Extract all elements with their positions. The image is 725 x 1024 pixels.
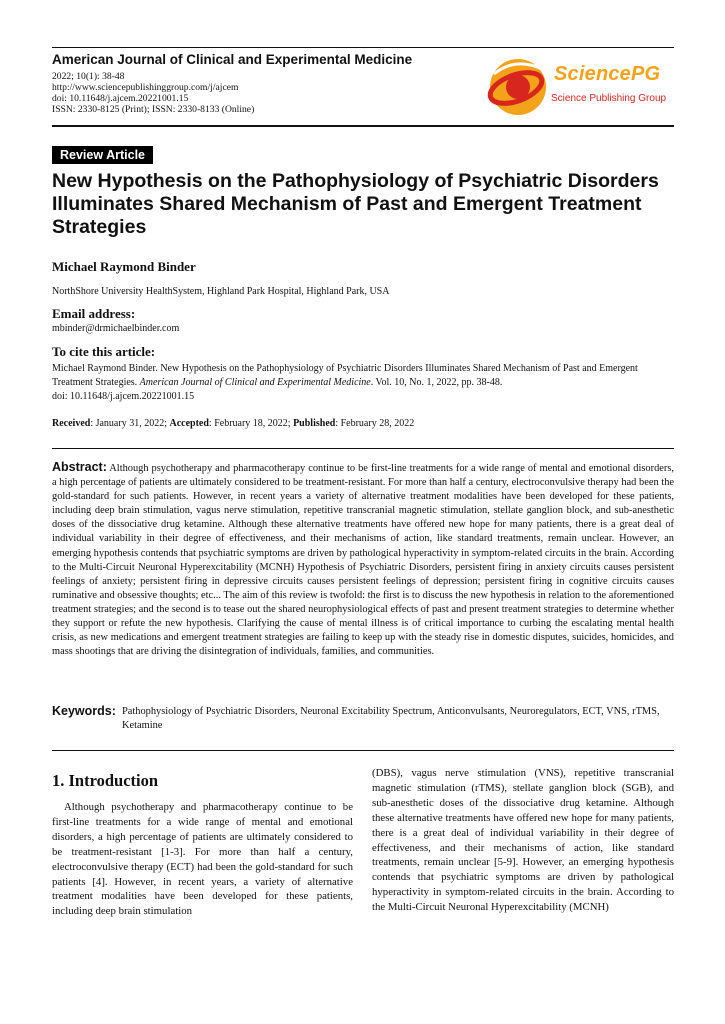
logo-subtitle: Science Publishing Group: [551, 93, 667, 104]
keywords-label: Keywords:: [52, 704, 116, 718]
received-label: Received: [52, 418, 91, 429]
citation-doi: doi: 10.11648/j.ajcem.20221001.15: [52, 391, 195, 402]
citation: [52, 362, 674, 404]
accepted-label: Accepted: [169, 418, 209, 429]
abstract: [52, 460, 674, 659]
author-affiliation: NorthShore University HealthSystem, Highland Park Hospital, Highland Park, USA: [52, 286, 390, 297]
article-dates: [52, 418, 414, 429]
email-address[interactable]: mbinder@drmichaelbinder.com: [52, 323, 180, 334]
journal-issue: 2022; 10(1): 38-48: [52, 71, 125, 82]
author-name: Michael Raymond Binder: [52, 259, 196, 274]
journal-title: American Journal of Clinical and Experimental Medicine: [52, 52, 413, 67]
keywords-bottom-rule: [52, 750, 674, 751]
header-bottom-rule: [52, 125, 674, 127]
header-top-rule: [52, 47, 674, 48]
citation-journal: American Journal of Clinical and Experimental Medicine: [139, 377, 371, 388]
keywords-text: Pathophysiology of Psychiatric Disorders, Neuronal Excitability Spectrum, Anticonvulsants, Neuroregulators, ECT, VNS, rTMS, Ketamine: [122, 706, 660, 731]
logo-wordmark: SciencePG: [554, 63, 661, 85]
abstract-text: Although psychotherapy and pharmacotherapy continue to be first-line treatments for a wide range of mental and emotional disorders, a high percentage of patients are ultimately considered to be treatment-resistant. For more than half a century, electroconvulsive therapy had been the gold-standard for such patients. However, in recent years a variety of alternative treatment modalities have been developed for these patients, including deep brain stimulation, vagus nerve stimulation, repetitive transcranial magnetic stimulation, stellate ganglion block, and sub-anesthetic doses of the dissociative drug ketamine. Although these alternative treatments have offered new hope for many patients, there is a great deal of individual variability in their degree of effectiveness, and their mechanisms of action, like standard treatments, remain unclear. However, an emerging hypothesis contends that psychiatric symptoms are driven by pathological hyperactivity in symptom-related circuits in the brain. According to the Multi-Circuit Neuronal Hyperexcitability (MCNH) Hypothesis of Psychiatric Disorders, persistent firing in anxiety circuits causes persistent feelings of anxiety; persistent firing in depressive circuits causes persistent feelings of depression; persistent firing in cognitive circuits causes ruminative and obsessive thoughts; etc... The aim of this review is twofold: the first is to discuss the new hypothesis in relation to the aforementioned treatment strategies; and the second is to tease out the shared neurophysiological effects of past and present treatment strategies to determine whether they support or refute the new hypothesis. Clarifying the cause of mental illness is of critical importance to curbing the escalating mental health crisis, as new medications and emergent treatment strategies are failing to keep up with the steady rise in domestic disputes, suicides, homicides, and mass shootings that are driving the disintegration of individuals, families, and communities.: [52, 463, 674, 658]
abstract-label: Abstract:: [52, 460, 107, 474]
abstract-top-rule: [52, 448, 674, 449]
journal-doi: doi: 10.11648/j.ajcem.20221001.15: [52, 93, 189, 104]
published-date: : February 28, 2022: [335, 418, 415, 429]
article-type-badge: Review Article: [52, 146, 153, 164]
journal-url[interactable]: http://www.sciencepublishinggroup.com/j/ajcem: [52, 82, 239, 93]
section-heading-introduction: 1. Introduction: [52, 771, 159, 790]
introduction-right-column: (DBS), vagus nerve stimulation (VNS), repetitive transcranial magnetic stimulation (rTMS), stellate ganglion block (SGB), and sub-anesthetic doses of the dissociative drug ketamine. Although these alternative treatments have offered new hope for many patients, there is a great deal of individual variability in their degree of effectiveness, and their mechanisms of action, like standard treatments, remain unclear [5-9]. However, an emerging hypothesis contends that psychiatric symptoms are driven by pathological hyperactivity in symptom-related circuits in the brain. According to the Multi-Circuit Neuronal Hyperexcitability (MCNH): [372, 767, 674, 914]
introduction-left-column: Although psychotherapy and pharmacotherapy continue to be first-line treatments for a wide range of mental and emotional disorders, a high percentage of patients are ultimately considered to be treatment-resistant [1-3]. For more than half a century, electroconvulsive therapy (ECT) had been the gold-standard for such patients [4]. However, in recent years, a variety of alternative treatment modalities have been developed for these patients, including deep brain stimulation: [52, 801, 353, 918]
accepted-date: : February 18, 2022;: [208, 418, 294, 429]
citation-volume: . Vol. 10, No. 1, 2022, pp. 38-48.: [370, 377, 503, 388]
citation-text: Michael Raymond Binder. New Hypothesis on the Pathophysiology of Psychiatric Disorders Illuminates Shared Mechanism of Past and Emergent Treatment Strategies.: [52, 363, 638, 388]
journal-issn: ISSN: 2330-8125 (Print); ISSN: 2330-8133 (Online): [52, 104, 255, 115]
article-title: New Hypothesis on the Pathophysiology of Psychiatric Disorders Illuminates Shared Mechanism of Past and Emergent Treatment Strategies: [52, 170, 659, 238]
email-heading: Email address:: [52, 306, 136, 321]
cite-heading: To cite this article:: [52, 344, 156, 359]
published-label: Published: [293, 418, 336, 429]
received-date: : January 31, 2022;: [90, 418, 170, 429]
